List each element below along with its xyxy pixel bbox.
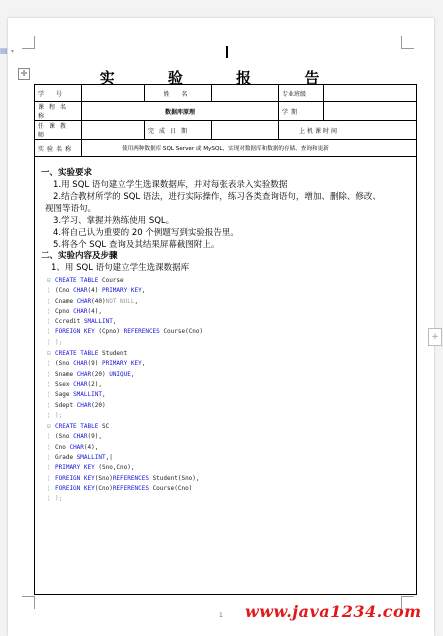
requirement-line: 3.学习、掌握并熟练使用 SQL。: [53, 216, 175, 226]
fold-guide-icon: ¦: [47, 464, 51, 472]
fold-marker-icon[interactable]: ⊟: [47, 350, 51, 358]
code-token: ,: [134, 297, 139, 305]
code-token: PRIMARY KEY: [101, 360, 142, 368]
code-token: ,: [112, 318, 117, 326]
cell-value-term[interactable]: [324, 102, 417, 121]
code-line: [41, 307, 413, 317]
code-token: CHAR: [76, 370, 92, 378]
code-token: ,: [101, 391, 106, 399]
cell-label-teacher: 任课教师: [35, 121, 82, 140]
code-token: CHAR: [73, 380, 88, 388]
code-token: );: [55, 338, 63, 346]
cell-value-date[interactable]: [212, 121, 279, 140]
info-table: [35, 85, 416, 157]
table-row: [35, 121, 416, 140]
code-token: Course: [101, 277, 124, 284]
fold-guide-icon: ¦: [47, 411, 51, 419]
code-block: [41, 349, 413, 421]
watermark-text: www.java1234.com: [245, 602, 422, 621]
code-line: [41, 443, 413, 453]
move-handle-icon[interactable]: ✛: [18, 68, 30, 80]
code-token: (40): [91, 297, 106, 305]
cell-value-course[interactable]: 数据库原理: [82, 102, 279, 121]
fold-guide-icon: ¦: [47, 370, 51, 378]
fold-guide-icon: ¦: [47, 474, 51, 482]
code-token: REFERENCES: [112, 484, 153, 492]
code-token: SMALLINT: [76, 454, 106, 462]
fold-guide-icon: ¦: [47, 380, 51, 388]
code-token: (Sno: [55, 360, 74, 368]
code-token: UNIQUE: [109, 370, 131, 378]
code-token: CHAR: [73, 360, 88, 368]
code-token: (20): [91, 370, 110, 378]
fold-guide-icon: ¦: [47, 328, 51, 336]
cell-label-term: 学期: [279, 102, 324, 121]
code-token: PRIMARY KEY: [101, 287, 142, 295]
fold-marker-icon[interactable]: ⊟: [47, 423, 51, 431]
code-block: [41, 422, 413, 504]
code-token: CHAR: [73, 287, 88, 295]
code-line: [41, 484, 413, 494]
fold-guide-icon: ¦: [47, 391, 51, 399]
code-line: [41, 317, 413, 327]
code-token: (Cno): [94, 484, 113, 492]
code-token: CHAR: [76, 297, 92, 305]
section-heading-requirements: 一、实验要求: [41, 168, 93, 178]
code-token: (Sno: [55, 433, 74, 441]
fold-marker-icon[interactable]: ⊟: [47, 277, 51, 284]
code-token: ,: [141, 360, 146, 368]
code-token: Student(Sno),: [152, 474, 200, 482]
cell-value-teacher[interactable]: [82, 121, 145, 140]
code-line: [41, 463, 413, 473]
margin-corner-bl: [22, 596, 35, 609]
step-line: 1、用 SQL 语句建立学生选课数据库: [51, 263, 190, 273]
table-row: [35, 140, 416, 157]
report-body: [41, 168, 413, 505]
table-row: [35, 85, 416, 102]
fold-guide-icon: ¦: [47, 318, 51, 326]
section-heading-steps: 二、实验内容及步骤: [41, 251, 118, 261]
code-line: [41, 338, 413, 348]
requirement-line: 4.将自己认为重要的 20 个例题写到实验报告里。: [53, 228, 239, 238]
cell-value-id[interactable]: [82, 85, 145, 102]
code-line: [41, 349, 413, 359]
cell-value-major[interactable]: [324, 85, 417, 102]
requirement-line: 2.结合教材所学的 SQL 语法，进行实际操作，练习各类查询语句，增加、删除、修改、: [53, 192, 381, 202]
cell-label-name: 姓 名: [145, 85, 212, 102]
page-number: 1: [219, 612, 223, 619]
code-line: [41, 453, 413, 463]
code-token: REFERENCES: [123, 328, 164, 336]
code-token: (9): [87, 360, 102, 368]
code-token: CHAR: [69, 443, 84, 451]
document-icon[interactable]: ▤: [0, 46, 8, 55]
code-token: Ssex: [55, 380, 74, 388]
code-line: [41, 327, 413, 337]
code-token: SMALLINT: [83, 318, 113, 326]
fold-guide-icon: ¦: [47, 338, 51, 346]
code-token: CHAR: [73, 433, 88, 441]
code-token: Sname: [55, 370, 77, 378]
code-token: (Sno,Cno),: [98, 464, 135, 472]
margin-corner-tl: [22, 36, 35, 49]
fold-guide-icon: ¦: [47, 307, 51, 315]
code-token: (2),: [87, 380, 102, 388]
code-token: ,: [141, 287, 146, 295]
fold-guide-icon: ¦: [47, 484, 51, 492]
code-token: REFERENCES: [112, 474, 153, 482]
code-token: Student: [101, 350, 128, 358]
requirement-line: 视图等语句。: [45, 204, 97, 214]
fold-guide-icon: ¦: [47, 401, 51, 409]
code-line: [41, 474, 413, 484]
code-line: [41, 411, 413, 421]
requirement-line: 5.将各个 SQL 查询及其结果屏幕截图附上。: [53, 240, 220, 250]
code-token: NOT NULL: [105, 297, 135, 305]
code-token: SC: [101, 423, 110, 431]
code-token: Course(Cno): [163, 328, 204, 336]
cell-value-experiment[interactable]: 使用两种数据库 SQL Server 或 MySQL，实现对数据库和数据的存储、查询和更新: [82, 140, 417, 157]
code-token: ,|: [105, 454, 113, 462]
code-token: CREATE TABLE: [55, 423, 102, 431]
fold-guide-icon: ¦: [47, 360, 51, 368]
fold-guide-icon: ¦: [47, 287, 51, 295]
code-block: [41, 276, 413, 348]
code-token: (Cpno): [98, 328, 124, 336]
cell-label-experiment: 实验名称: [35, 140, 82, 157]
code-token: (20): [91, 401, 106, 409]
code-line: [41, 297, 413, 307]
dropdown-arrow-icon[interactable]: ▾: [11, 48, 15, 55]
cell-label-date: 完成日期: [145, 121, 212, 140]
code-token: (Cno: [55, 287, 74, 295]
cell-label-major: 专业班级: [279, 85, 324, 102]
code-token: FOREIGN KEY: [55, 328, 99, 336]
code-line: [41, 401, 413, 411]
code-token: FOREIGN KEY: [55, 474, 95, 482]
fold-guide-icon: ¦: [47, 495, 51, 503]
code-line: [41, 276, 413, 286]
scroll-tab-icon[interactable]: +: [428, 328, 442, 346]
fold-guide-icon: ¦: [47, 443, 51, 451]
code-line: [41, 359, 413, 369]
code-token: CHAR: [73, 307, 88, 315]
code-token: Cname: [55, 297, 77, 305]
code-token: Sage: [55, 391, 74, 399]
code-token: Course(Cno): [152, 484, 193, 492]
fold-guide-icon: ¦: [47, 297, 51, 305]
code-token: CHAR: [76, 401, 92, 409]
code-token: ,: [130, 370, 135, 378]
margin-corner-tr: [401, 36, 414, 49]
code-listing: [41, 276, 413, 505]
code-line: [41, 286, 413, 296]
code-line: [41, 380, 413, 390]
code-token: Sdept: [55, 401, 77, 409]
cell-value-name[interactable]: [212, 85, 279, 102]
text-cursor: [226, 46, 228, 58]
code-token: SMALLINT: [73, 391, 102, 399]
code-token: Ccredit: [55, 318, 84, 326]
code-token: (Sno): [94, 474, 113, 482]
requirement-line: 1.用 SQL 语句建立学生选课数据库，并对每张表录入实验数据: [53, 180, 288, 190]
code-token: FOREIGN KEY: [55, 484, 95, 492]
code-token: Grade: [55, 454, 77, 462]
code-line: [41, 422, 413, 432]
fold-guide-icon: ¦: [47, 433, 51, 441]
code-line: [41, 370, 413, 380]
code-token: (4): [87, 287, 102, 295]
code-token: (9),: [87, 433, 102, 441]
code-line: [41, 432, 413, 442]
table-row: [35, 102, 416, 121]
cell-label-course: 课程名称: [35, 102, 82, 121]
code-line: [41, 390, 413, 400]
code-token: Cno: [55, 443, 70, 451]
code-line: [41, 494, 413, 504]
page-title: 实 验 报 告: [99, 69, 344, 87]
code-token: Cpno: [55, 307, 74, 315]
code-token: CREATE TABLE: [55, 350, 102, 358]
code-token: (4),: [87, 307, 102, 315]
report-frame: [34, 84, 417, 595]
code-token: PRIMARY KEY: [55, 464, 99, 472]
code-token: );: [55, 411, 63, 419]
code-token: CREATE TABLE: [55, 277, 102, 284]
cell-label-lab-time: 上机课时间: [279, 121, 417, 140]
code-token: (4),: [83, 443, 99, 451]
fold-guide-icon: ¦: [47, 454, 51, 462]
code-token: );: [55, 495, 63, 503]
cell-label-id: 学 号: [35, 85, 82, 102]
